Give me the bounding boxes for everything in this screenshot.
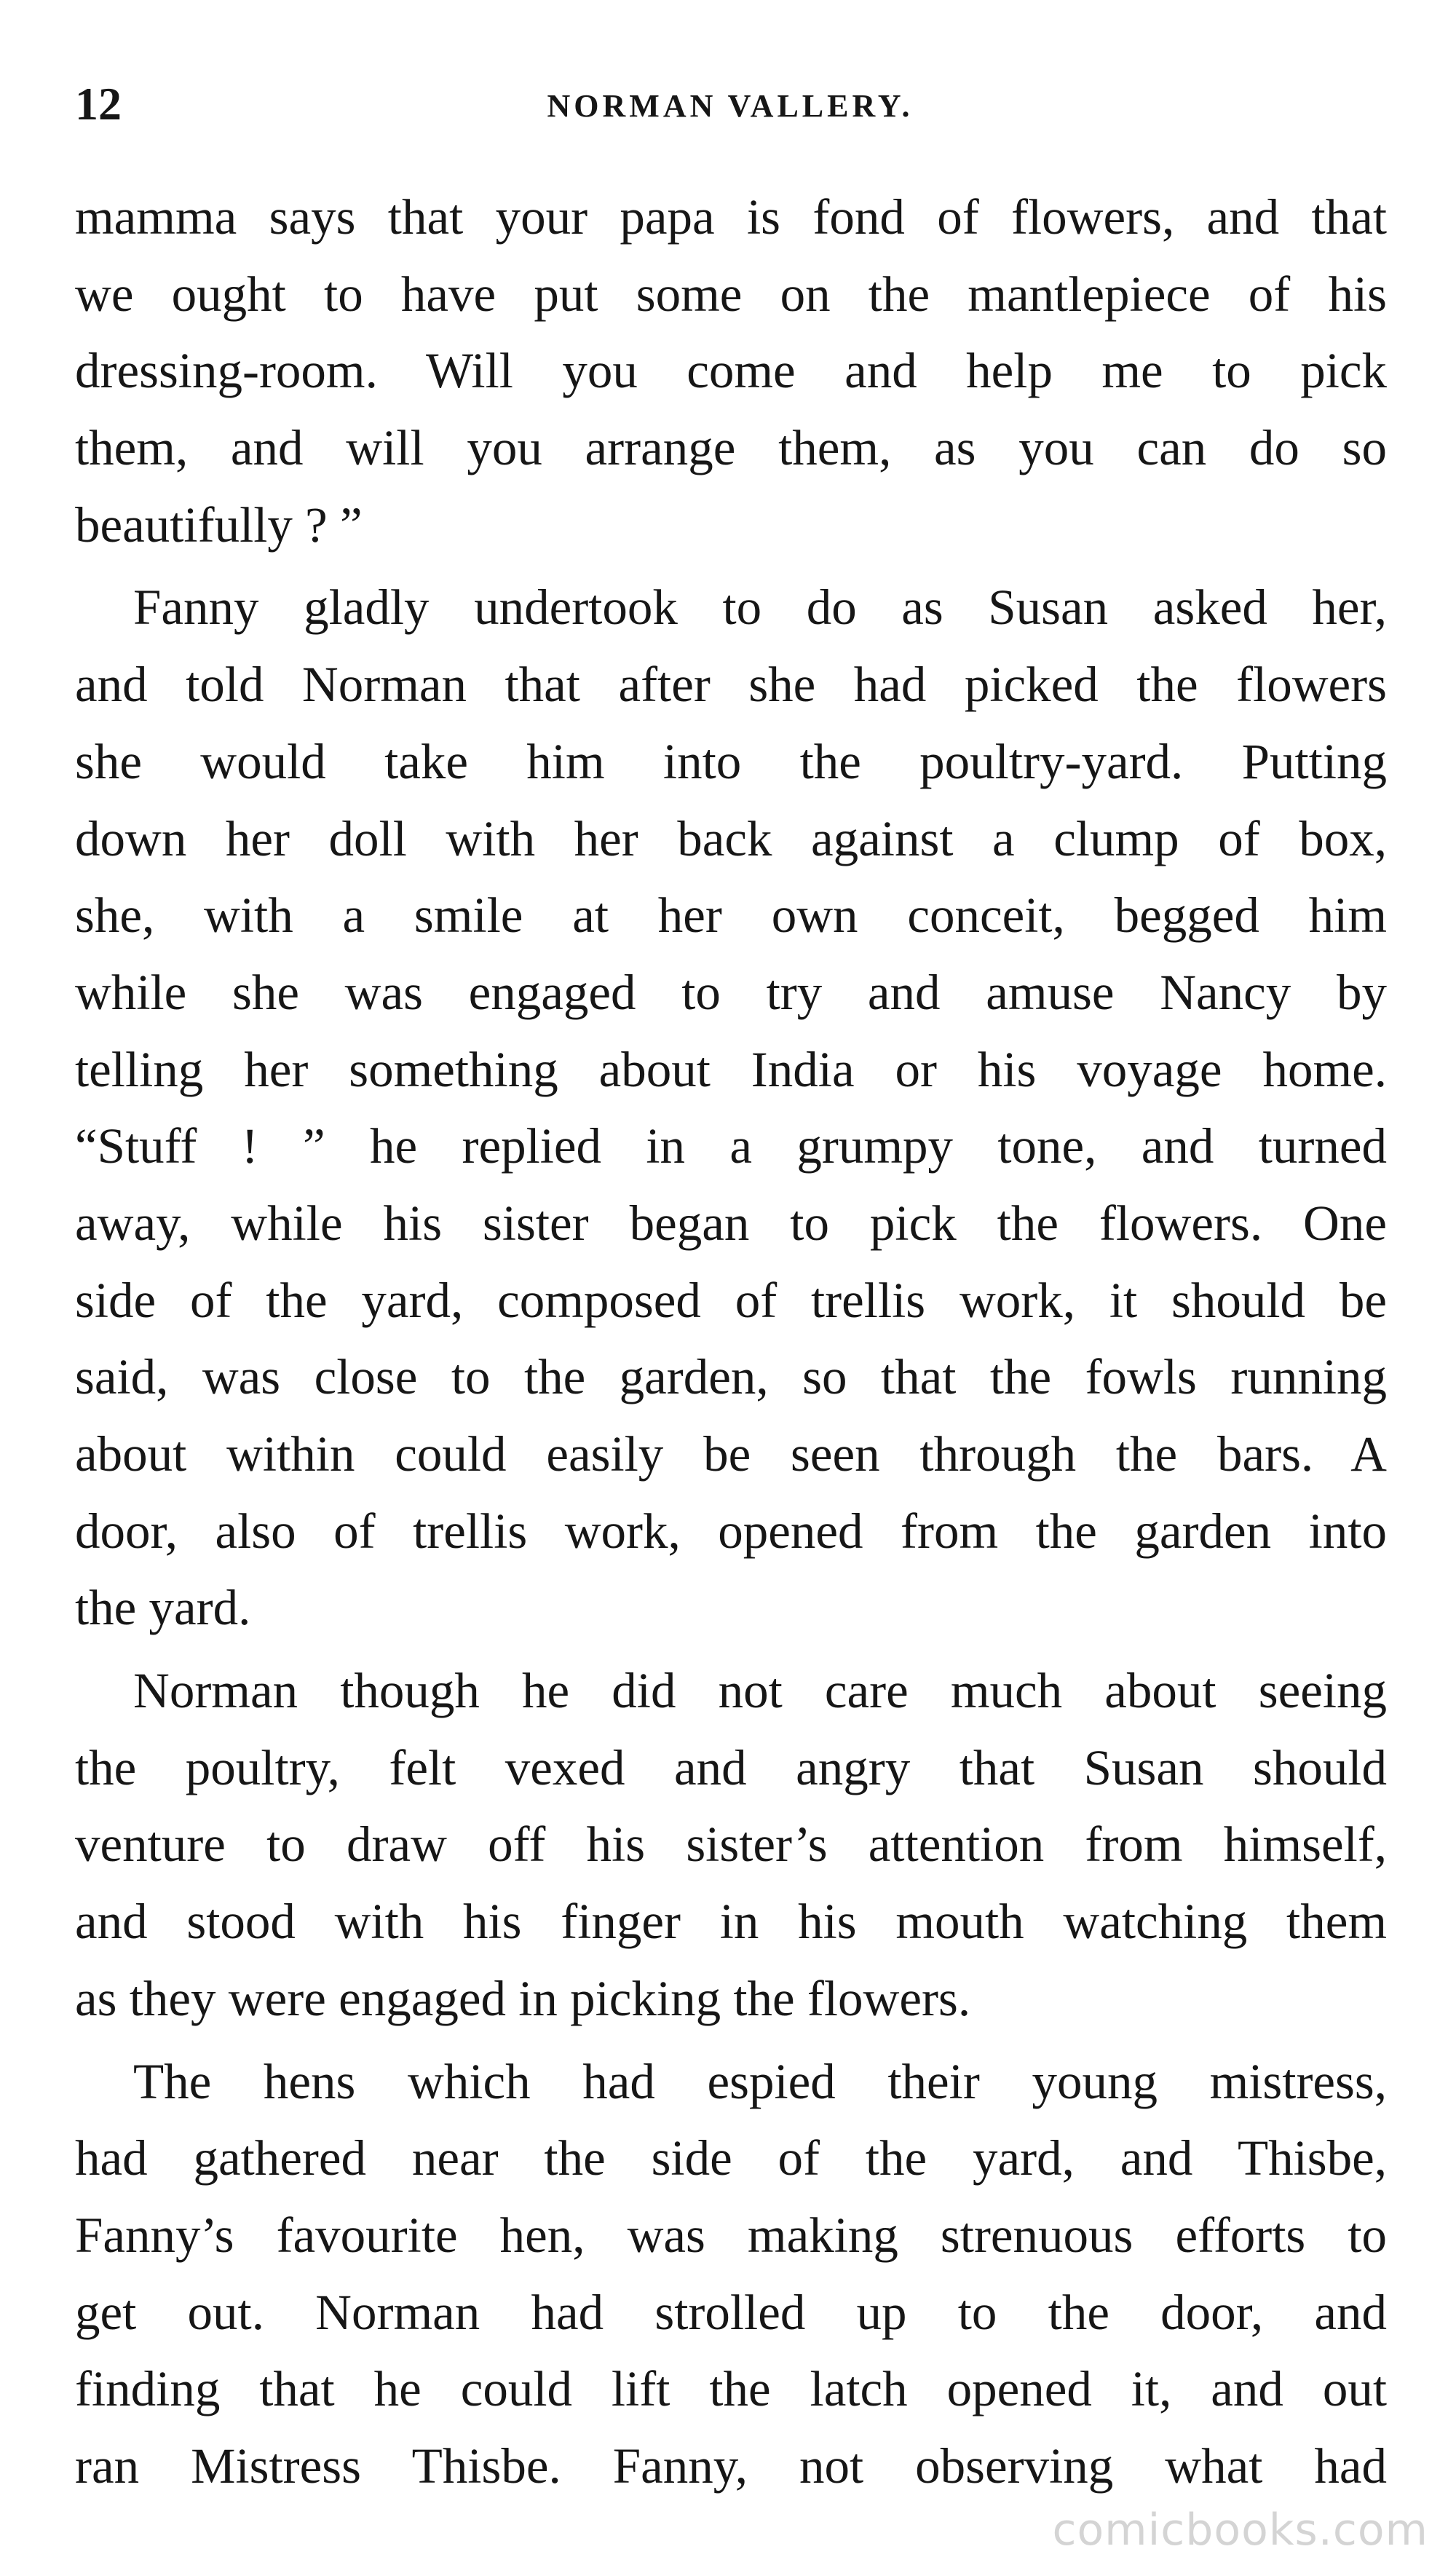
body-text [75, 179, 1387, 2505]
text-line: and stood with his finger in his mouth watching them [75, 1894, 1387, 1950]
text-line: the poultry, felt vexed and angry that Susan should [75, 1739, 1387, 1795]
text-line: venture to draw off his sister’s attention from himself, [75, 1817, 1387, 1873]
text-line: dressing-room. Will you come and help me to pick [75, 343, 1387, 399]
text-line: finding that he could lift the latch opened it, and out [75, 2361, 1387, 2417]
text-line: the yard. [75, 1580, 251, 1636]
watermark: comicbooks.com [1052, 2505, 1428, 2556]
text-line: beautifully ? ” [75, 497, 363, 553]
text-line: mamma says that your papa is fond of flowers, and that [75, 189, 1387, 245]
text-line: “Stuff ! ” he replied in a grumpy tone, and turned [75, 1118, 1387, 1174]
page-header [75, 71, 1385, 137]
text-line: she would take him into the poultry-yard. Putting [75, 733, 1387, 789]
running-title: NORMAN VALLERY. [547, 88, 914, 124]
text-line: door, also of trellis work, opened from the garden into [75, 1503, 1387, 1559]
text-line: away, while his sister began to pick the flowers. One [75, 1195, 1387, 1251]
paragraph [75, 1653, 1387, 2037]
text-line: had gathered near the side of the yard, and Thisbe, [75, 2130, 1387, 2186]
text-line: Norman though he did not care much about seeing [133, 1663, 1387, 1719]
paragraph-gap [75, 2038, 1387, 2044]
paragraph-gap [75, 564, 1387, 569]
page-number: 12 [75, 78, 122, 130]
text-line: as they were engaged in picking the flowers. [75, 1970, 971, 2026]
text-line: she, with a smile at her own conceit, begged him [75, 888, 1387, 944]
text-line: telling her something about India or his voyage home. [75, 1041, 1387, 1097]
text-line: them, and will you arrange them, as you can do so [75, 420, 1387, 476]
text-line: down her doll with her back against a clump of box, [75, 810, 1387, 866]
paragraph [75, 179, 1387, 564]
text-line: Fanny’s favourite hen, was making strenuous efforts to [75, 2207, 1387, 2263]
text-line: while she was engaged to try and amuse Nancy by [75, 964, 1387, 1020]
text-line: The hens which had espied their young mistress, [133, 2053, 1387, 2109]
text-line: said, was close to the garden, so that the fowls running [75, 1349, 1387, 1405]
text-line: get out. Norman had strolled up to the door, and [75, 2284, 1387, 2340]
text-line: ran Mistress Thisbe. Fanny, not observing what had [75, 2438, 1387, 2494]
paragraph [75, 2044, 1387, 2505]
text-line: Fanny gladly undertook to do as Susan asked her, [133, 580, 1387, 636]
text-line: we ought to have put some on the mantlepiece of his [75, 266, 1387, 322]
paragraph [75, 569, 1387, 1647]
text-line: about within could easily be seen through the bars. A [75, 1426, 1387, 1482]
text-line: and told Norman that after she had picked the flowers [75, 657, 1387, 713]
paragraph-gap [75, 1647, 1387, 1653]
text-line: side of the yard, composed of trellis work, it should be [75, 1272, 1387, 1328]
